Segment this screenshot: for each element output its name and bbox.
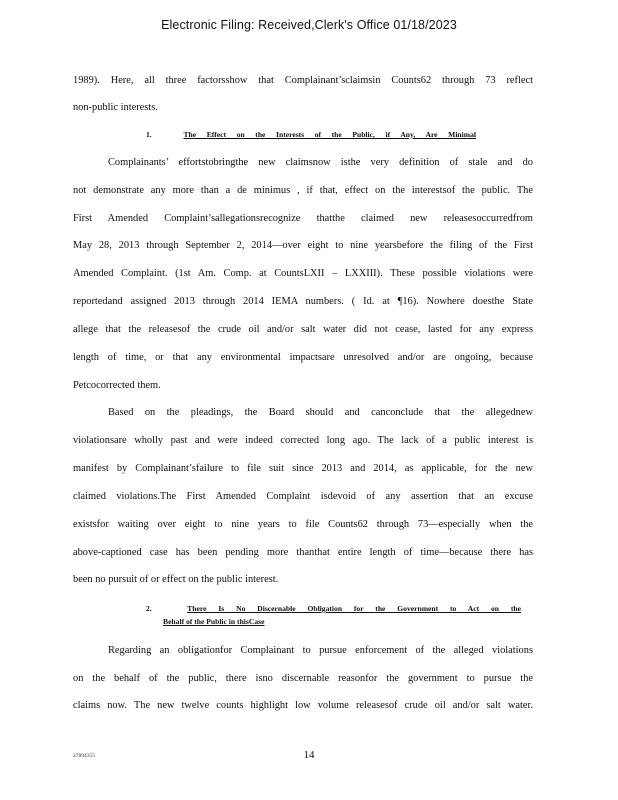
intro-line-2: non-public interests.: [73, 102, 158, 113]
paragraph-1-line-9: Petcocorrected them.: [73, 380, 161, 391]
paragraph-1-line-4: May 28, 2013 through September 2, 2014—over eight to nine yearsbefore the filing of the First: [73, 240, 533, 251]
paragraph-2-line-1: Based on the pleadings, the Board should and canconclude that the allegednew: [108, 407, 533, 418]
heading-2-number: 2.: [146, 604, 152, 613]
section-heading-2-continued: [163, 617, 363, 627]
paragraph-1-line-3: First Amended Complaint’sallegationsrecognize thatthe claimed new releasesoccurredfrom: [73, 213, 533, 224]
paragraph-3-line-3: claims now. The new twelve counts highlight low volume releasesof crude oil and/or salt water.: [73, 700, 533, 711]
section-heading-1: [146, 130, 476, 140]
intro-line-1: 1989). Here, all three factorsshow that Complainant’sclaimsin Counts62 through 73 reflect: [73, 75, 533, 86]
paragraph-1-line-7: allege that the releasesof the crude oil and/or salt water did not cease, lasted for any express: [73, 324, 533, 335]
section-heading-2: [146, 604, 521, 614]
document-id: 27894355: [73, 753, 95, 759]
page-number: 14: [303, 749, 315, 761]
paragraph-1-line-5: Amended Complaint. (1st Am. Comp. at CountsLXII – LXXIII). These possible violations were: [73, 268, 533, 279]
paragraph-3-line-1: Regarding an obligationfor Complainant to pursue enforcement of the alleged violations: [108, 645, 533, 656]
paragraph-3-line-2: on the behalf of the public, there isno discernable reasonfor the government to pursue the: [73, 673, 533, 684]
heading-1-number: 1.: [146, 130, 152, 139]
paragraph-1-line-6: reportedand assigned 2013 through 2014 IEMA numbers. ( Id. at ¶16). Nowhere doesthe State: [73, 296, 533, 307]
paragraph-2-line-5: existsfor waiting over eight to nine years to file Counts62 through 73—especially when the: [73, 519, 533, 530]
paragraph-1-line-1: Complainants’ effortstobringthe new claimsnow isthe very definition of stale and do: [108, 157, 533, 168]
heading-2-line-1: There Is No Discernable Obligation for the Government to Act on the: [187, 604, 521, 613]
paragraph-2-line-2: violationsare wholly past and were indeed corrected long ago. The lack of a public interest is: [73, 435, 533, 446]
paragraph-2-line-4: claimed violations.The First Amended Complaint isdevoid of any assertion that an excuse: [73, 491, 533, 502]
heading-2-line-2: Behalf of the Public in thisCase: [163, 617, 265, 626]
paragraph-2-line-7: been no pursuit of or effect on the public interest.: [73, 574, 279, 585]
paragraph-2-line-6: above-captioned case has been pending more thanthat entire length of time—because there has: [73, 547, 533, 558]
heading-1-text: The Effect on the Interests of the Public, if Any, Are Minimal: [183, 130, 476, 139]
filing-header: Electronic Filing: Received,Clerk's Office 01/18/2023: [161, 18, 457, 32]
paragraph-1-line-8: length of time, or that any environmental impactsare unresolved and/or are ongoing, because: [73, 352, 533, 363]
paragraph-2-line-3: manifest by Complainant’sfailure to file suit since 2013 and 2014, as applicable, for the new: [73, 463, 533, 474]
paragraph-1-line-2: not demonstrate any more than a de minimus , if that, effect on the interestsof the public. The: [73, 185, 533, 196]
